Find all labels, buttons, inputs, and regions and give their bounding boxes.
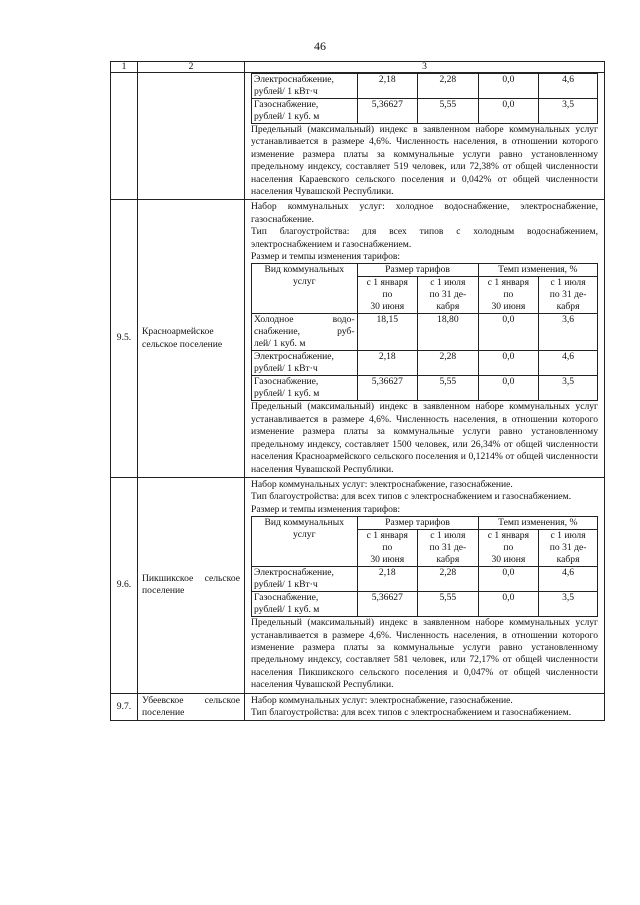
tariff-row: Газоснабжение, рублей/ 1 куб. м 5,36627 5,55 0,0 3,5 [252,592,598,617]
tariff-row: Холодное водо- снабжение, руб- лей/ 1 куб. м 18,15 18,80 0,0 3,6 [252,314,598,351]
section-number: 9.5. [111,200,138,477]
section-name: Красноармейское сельское поселение [138,200,245,477]
section-row [111,693,605,721]
limit-index-text: Предельный (максимальный) индекс в заявленном наборе коммунальных услуг устанавливается в размере 4,6%. Численность населения, в отношении которого изменение размера платы за коммунальные услуги равно установленному предельному индексу, составляет 519 человек, или 72,38% от общей численности населения Караевского сельского поселения и 0,042% от общей численности населения Чувашской Республики. [251,124,598,198]
tariff-table: Вид коммунальных услуг Размер тарифов Темп изменения, % с 1 января по 30 июня с 1 июля по 31 де- кабря с 1 января по 30 июня с 1 июля по 31 де- кабря Электроснабжение, рублей/ 1 кВт·ч 2,18 2,28 0,0 4,6 Газоснабжение, рублей/ 1 куб. м 5,36627 5,55 0,0 3,5 [251,516,598,617]
improvement-type: Тип благоустройства: для всех типов с электроснабжением и газоснабжением. [251,706,572,718]
main-table [110,61,605,721]
tariff-row: Газоснабжение, рублей/ 1 куб. м 5,36627 5,55 0,0 3,5 [252,376,598,401]
tariff-head-service: Вид коммунальных услуг [252,517,358,567]
tariff-row: Электроснабжение, рублей/ 1 кВт·ч 2,18 2,28 0,0 4,6 [252,351,598,376]
tariffs-title: Размер и темпы изменения тарифов: [251,251,401,263]
tariff-head-rate: Темп изменения, % [478,264,597,277]
services-set: Набор коммунальных услуг: электроснабжение, газоснабжение. [251,478,513,490]
header-col-3: 3 [245,62,605,73]
tariff-row: Электроснабжение, рублей/ 1 кВт·ч 2,18 2,28 0,0 4,6 [252,74,598,99]
section-name: Убеевское сельское поселение [138,693,245,721]
section-number: 9.7. [111,693,138,721]
header-col-1: 1 [111,62,138,73]
services-set: Набор коммунальных услуг: электроснабжение, газоснабжение. [251,694,513,706]
tariff-table [251,73,598,124]
section-name: Пикшикское сельское поселение [138,477,245,693]
page-number: 46 [314,39,326,53]
header-row [111,62,605,73]
tariff-head-size: Размер тарифов [357,517,478,530]
tariff-row: Электроснабжение, рублей/ 1 кВт·ч 2,18 2,28 0,0 4,6 [252,567,598,592]
section-row [111,477,605,693]
header-col-2: 2 [138,62,245,73]
section-continuation-content [245,73,605,200]
section-row [111,200,605,477]
section-number: 9.6. [111,477,138,693]
services-set: Набор коммунальных услуг: холодное водоснабжение, электроснабжение, газоснабжение. [251,201,598,225]
improvement-type: Тип благоустройства: для всех типов с электроснабжением и газоснабжением. [251,491,572,503]
tariff-head-rate: Темп изменения, % [478,517,597,530]
section-content [245,477,605,693]
tariff-row: Газоснабжение, рублей/ 1 куб. м 5,36627 5,55 0,0 3,5 [252,99,598,124]
limit-index-text: Предельный (максимальный) индекс в заявленном наборе коммунальных услуг устанавливается в размере 4,6%. Численность населения, в отношении которого изменение размера платы за коммунальные услуги равно установленному предельному индексу, составляет 581 человек, или 72,17% от общей численности населения Пикшикского сельского поселения и 0,047% от общей численности населения Чувашской Республики. [251,617,598,691]
tariff-head-size: Размер тарифов [357,264,478,277]
section-content [245,200,605,477]
tariff-table: Вид коммунальных услуг Размер тарифов Темп изменения, % с 1 января по 30 июня с 1 июля по 31 де- кабря с 1 января по 30 июня с 1 июля по 31 де- кабря Холодное водо- снабжение, руб- лей/ 1 куб. м 18,15 18,80 0,0 3,6 Электроснабжение, рублей/ 1 кВт·ч 2,18 2,28 0,0 4,6 Газоснабжение, рублей/ 1 куб. м 5,36627 5,55 0,0 3,5 [251,263,598,401]
section-content [245,693,605,721]
limit-index-text: Предельный (максимальный) индекс в заявленном наборе коммунальных услуг устанавливается в размере 4,6%. Численность населения, в отношении которого изменение размера платы за коммунальные услуги равно установленному предельному индексу, составляет 1500 человек, или 26,34% от общей численности населения Красноармейского сельского поселения и 0,1214% от общей численности населения Чувашской Республики. [251,401,598,475]
improvement-type: Тип благоустройства: для всех типов с холодным водоснабжением, электроснабжением и газоснабжением. [251,226,598,250]
tariff-head-service: Вид коммунальных услуг [252,264,358,314]
tariffs-title: Размер и темпы изменения тарифов: [251,503,401,515]
section-continuation [111,73,605,200]
